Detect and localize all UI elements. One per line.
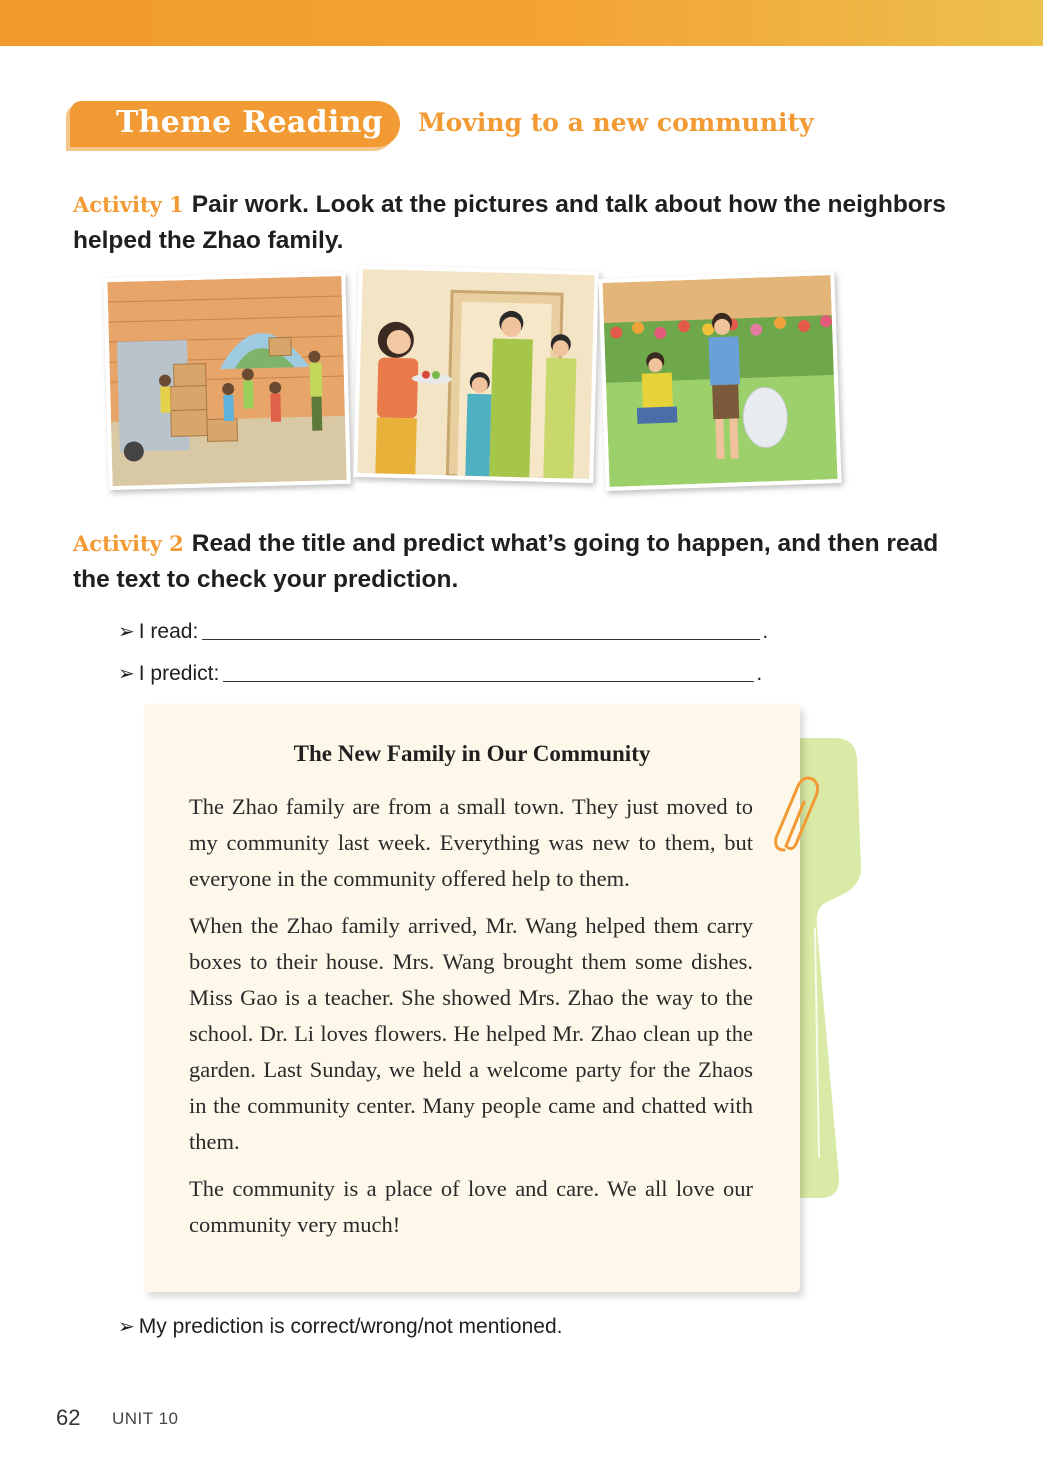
- prediction-result-line: [118, 1314, 562, 1339]
- arrow-bullet-icon: ➢: [118, 663, 135, 685]
- arrow-bullet-icon: ➢: [118, 621, 135, 643]
- activity-2: [73, 526, 973, 598]
- activity-1-label: Activity 1: [73, 192, 184, 217]
- i-read-label: I read:: [138, 620, 199, 643]
- section-label: Theme Reading: [116, 105, 384, 140]
- reading-paragraph-3: The community is a place of love and care. We all love our community very much!: [189, 1176, 753, 1237]
- reading-title: The New Family in Our Community: [293, 741, 651, 766]
- picture-moving-boxes: [103, 272, 350, 490]
- paper-clip-icon: [770, 772, 822, 858]
- page-number: 62: [56, 1405, 81, 1430]
- theme-reading-pill: [70, 101, 400, 147]
- i-predict-blank[interactable]: [223, 680, 754, 682]
- prediction-result-text: My prediction is correct/wrong/not mentioned.: [138, 1315, 563, 1338]
- i-read-line: [118, 619, 768, 644]
- i-read-blank[interactable]: [202, 638, 760, 640]
- i-predict-line: [118, 661, 762, 686]
- reading-text-card: [144, 704, 800, 1292]
- reading-paragraph-1: The Zhao family are from a small town. They just moved to my community last week. Everything was new to them, but everyone in the community offered help to them.: [189, 794, 753, 891]
- activity-1-instruction: Pair work. Look at the pictures and talk about how the neighbors helped the Zhao family.: [73, 191, 946, 254]
- bringing-dishes-illustration: [357, 269, 594, 479]
- arrow-bullet-icon: ➢: [118, 1316, 135, 1338]
- section-subtitle: Moving to a new community: [418, 108, 814, 137]
- cleaning-garden-illustration: [603, 275, 838, 487]
- unit-label: UNIT 10: [112, 1409, 179, 1428]
- activity-2-instruction: Read the title and predict what’s going to happen, and then read the text to check your prediction.: [73, 530, 939, 593]
- activity-1: [73, 187, 973, 259]
- activity-2-label: Activity 2: [73, 531, 184, 556]
- theme-reading-banner: [70, 101, 402, 151]
- picture-cleaning-garden: [598, 271, 841, 491]
- reading-paragraph-2: When the Zhao family arrived, Mr. Wang helped them carry boxes to their house. Mrs. Wang brought them some dishes. Miss Gao is a teacher. She showed Mrs. Zhao the way to the school. Dr. Li loves flowers. He helped Mr. Zhao clean up the garden. Last Sunday, we held a welcome party for the Zhaos in the community center. Many people came and chatted with them.: [189, 913, 753, 1154]
- i-read-end-mark: .: [762, 620, 769, 643]
- picture-bringing-dishes: [353, 265, 598, 483]
- top-color-band: [0, 0, 1043, 46]
- i-predict-label: I predict:: [138, 662, 220, 685]
- moving-boxes-illustration: [107, 276, 346, 486]
- i-predict-end-mark: .: [756, 662, 763, 685]
